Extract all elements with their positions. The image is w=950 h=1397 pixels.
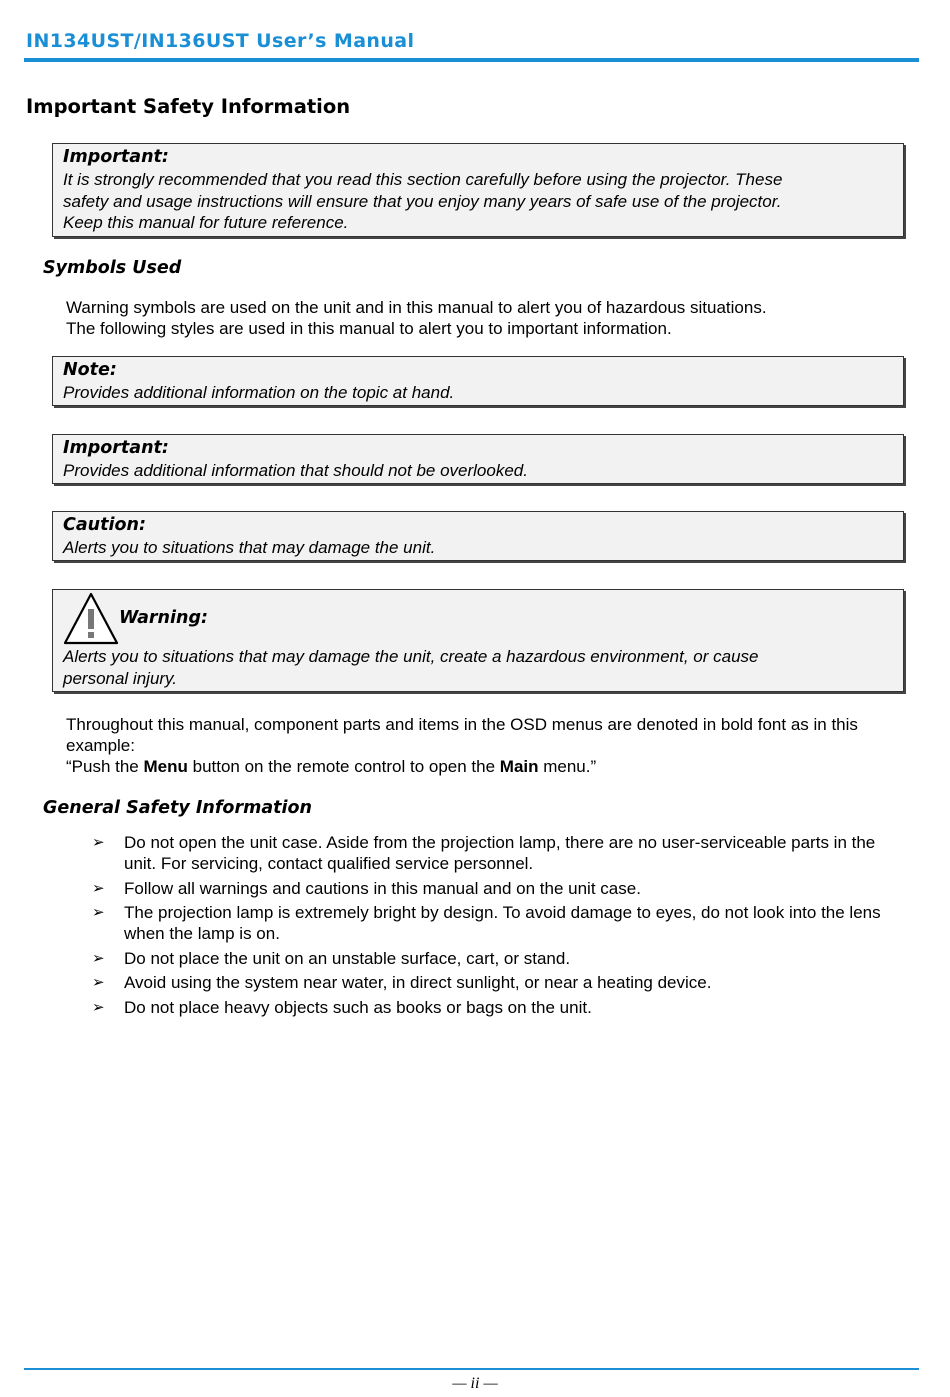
general-safety-heading: General Safety Information xyxy=(43,798,312,818)
callout-line: safety and usage instructions will ensure that you enjoy many years of safe use of the projector. xyxy=(63,191,782,211)
callout-title: Caution: xyxy=(63,515,146,535)
list-item: ➢ Do not place heavy objects such as books or bags on the unit. xyxy=(92,997,592,1017)
callout-line: personal injury. xyxy=(63,668,178,688)
caution-callout xyxy=(52,511,904,561)
header-rule xyxy=(24,58,919,62)
list-item: ➢ The projection lamp is extremely bright by design. To avoid damage to eyes, do not look into the lens when the lamp is on. xyxy=(92,903,881,943)
callout-line: It is strongly recommended that you read this section carefully before using the projector. These xyxy=(63,170,783,189)
list-item: ➢ Avoid using the system near water, in direct sunlight, or near a heating device. xyxy=(92,973,712,992)
bullet-arrow-icon: ➢ xyxy=(92,833,105,851)
symbols-used-heading: Symbols Used xyxy=(43,258,182,278)
list-item: ➢ Do not open the unit case. Aside from the projection lamp, there are no user-serviceable parts in the unit. For servicing, contact qualified service personnel. xyxy=(92,833,876,873)
callout-title: Note: xyxy=(63,360,117,380)
paragraph-line: The following styles are used in this manual to alert you to important information. xyxy=(66,319,672,338)
callout-text: Provides additional information that should not be overlooked. xyxy=(63,461,528,480)
bullet-arrow-icon: ➢ xyxy=(92,903,105,921)
page-title: Important Safety Information xyxy=(26,95,351,118)
note-callout xyxy=(52,356,904,406)
callout-title: Important: xyxy=(63,147,169,167)
bullet-arrow-icon: ➢ xyxy=(92,878,105,897)
callout-text: Provides additional information on the topic at hand. xyxy=(63,383,455,402)
list-item: ➢ Follow all warnings and cautions in this manual and on the unit case. xyxy=(92,878,641,898)
warning-callout xyxy=(52,589,904,692)
paragraph-line: Throughout this manual, component parts and items in the OSD menus are denoted in bold font as in this xyxy=(66,715,858,734)
callout-title: Warning: xyxy=(119,607,208,628)
page-number: — ii — xyxy=(452,1375,498,1392)
example-line: “Push the Menu button on the remote control to open the Main menu.” xyxy=(66,757,597,776)
symbols-paragraph xyxy=(66,297,767,339)
warning-triangle-icon xyxy=(63,591,119,645)
safety-list xyxy=(92,832,904,1021)
callout-line: Alerts you to situations that may damage the unit, create a hazardous environment, or cause xyxy=(63,647,759,666)
important-callout xyxy=(52,143,904,237)
callout-title: Important: xyxy=(63,438,169,458)
important-callout-example xyxy=(52,434,904,484)
bold-term-menu: Menu xyxy=(143,757,188,776)
bullet-arrow-icon: ➢ xyxy=(92,948,105,967)
paragraph-line: Warning symbols are used on the unit and in this manual to alert you of hazardous situations. xyxy=(66,298,767,317)
callout-line: Keep this manual for future reference. xyxy=(63,213,349,232)
list-item: ➢ Do not place the unit on an unstable surface, cart, or stand. xyxy=(92,948,571,968)
bold-term-main: Main xyxy=(499,757,539,776)
footer-rule xyxy=(24,1368,919,1370)
bullet-arrow-icon: ➢ xyxy=(92,973,105,991)
manual-title: IN134UST/IN136UST User’s Manual xyxy=(26,30,415,52)
bullet-arrow-icon: ➢ xyxy=(92,997,105,1016)
osd-bold-paragraph xyxy=(66,714,858,777)
callout-text: Alerts you to situations that may damage the unit. xyxy=(63,538,436,557)
paragraph-line: example: xyxy=(66,736,135,755)
warning-header xyxy=(63,590,893,646)
